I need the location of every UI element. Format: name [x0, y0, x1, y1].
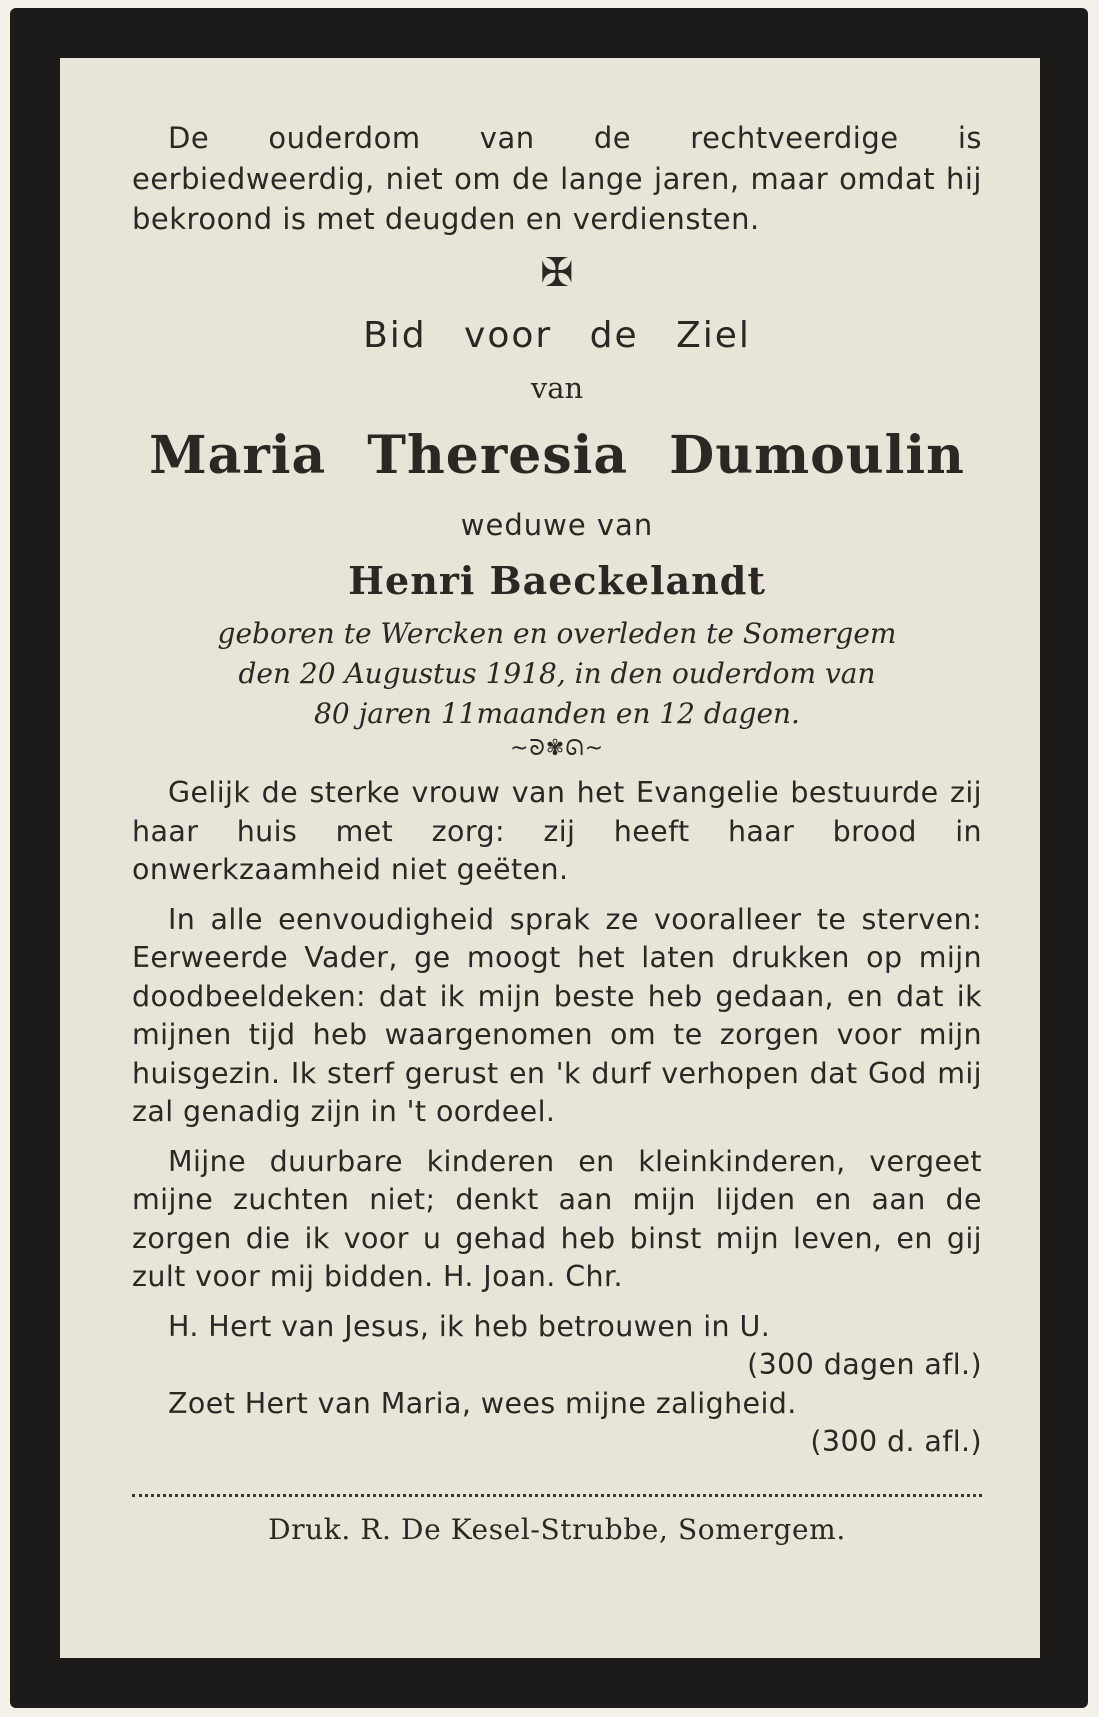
printer-imprint: Druk. R. De Kesel-Strubbe, Somergem. [268, 1513, 846, 1546]
indulgence-2: (300 d. afl.) [810, 1425, 982, 1458]
paragraph-3: Mijne duurbare kinderen en kleinkinderen, vergeet mijne zuchten niet; denkt aan mijn lijden en aan de zorgen die ik voor u gehad heb binst mijn leven, en gij zult voor mij bidden. H. Joan. Chr. [132, 1144, 982, 1293]
paragraph-2: In alle eenvoudigheid sprak ze vooralleer te sterven: Eerweerde Vader, ge moogt het laten drukken op mijn doodbeeldeken: dat ik mijn beste heb gedaan, en dat ik mijnen tijd heb waargenomen om te zorgen voor mijn huisgezin. Ik sterf gerust en 'k durf verhopen dat God mij zal genadig zijn in 't oordeel. [132, 902, 982, 1128]
memorial-card [10, 8, 1088, 1708]
birth-death-line-1: geboren te Wercken en overleden te Somergem [217, 617, 897, 650]
van-line: van [530, 371, 584, 405]
opening-quote: De ouderdom van de rechtveerdige is eerbiedweerdig, niet om de lange jaren, maar omdat hij bekroond is met deugden en verdiensten. [132, 121, 982, 236]
dotted-divider [132, 1494, 982, 1497]
birth-death-line-3: 80 jaren 11maanden en 12 dagen. [314, 697, 800, 730]
birth-death-line-2: den 20 Augustus 1918, in den ouderdom van [238, 657, 876, 690]
birth-death-details [132, 614, 982, 734]
ornament-divider: ~ᘐ✾ᘏ~ [509, 736, 605, 761]
invocation-2: Zoet Hert van Maria, wees mijne zaligheid. [168, 1386, 797, 1420]
pray-line: Bid voor de Ziel [363, 315, 751, 356]
card-paper [60, 58, 1040, 1658]
indulgence-1: (300 dagen afl.) [747, 1348, 982, 1381]
spouse-name: Henri Baeckelandt [348, 558, 766, 603]
cross-icon: ✠ [540, 250, 574, 296]
invocation-1: H. Hert van Jesus, ik heb betrouwen in U. [168, 1309, 771, 1343]
deceased-name: Maria Theresia Dumoulin [149, 425, 965, 486]
main-text [132, 774, 982, 1462]
paragraph-1: Gelijk de sterke vrouw van het Evangelie bestuurde zij haar huis met zorg: zij heeft haar brood in onwerkzaamheid niet geëten. [132, 776, 982, 886]
widow-of-line: weduwe van [460, 508, 654, 542]
